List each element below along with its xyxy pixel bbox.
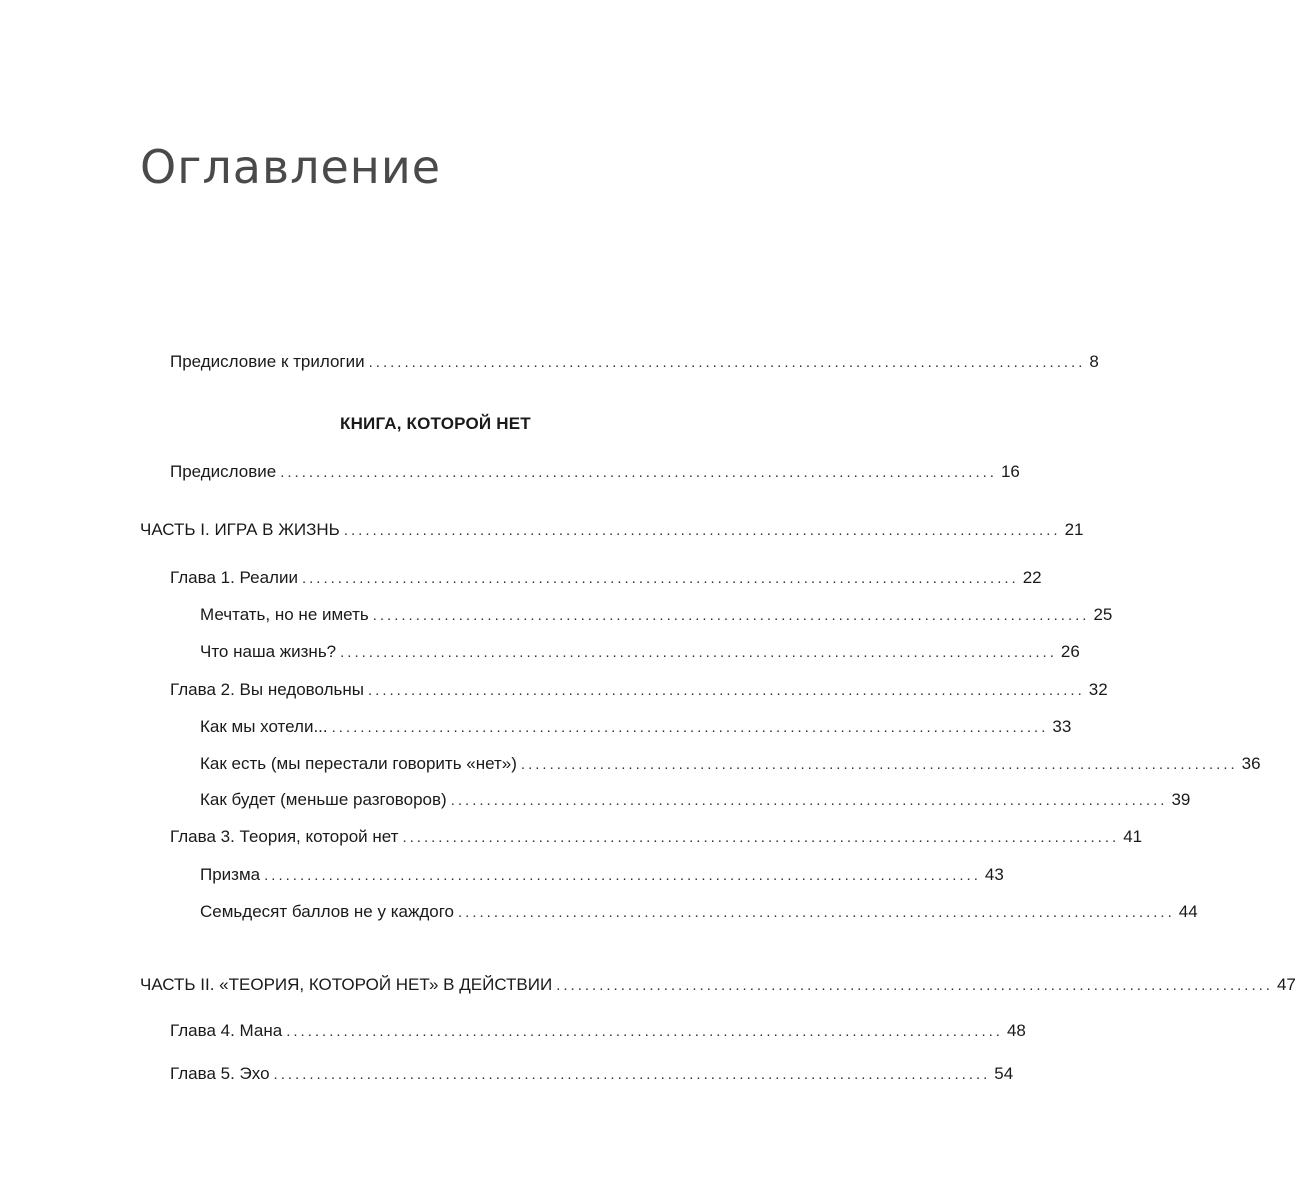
dot-leader: .................................................................................................... (372, 607, 1090, 624)
book-title: КНИГА, КОТОРОЙ НЕТ (340, 414, 531, 433)
toc-entry-label: ЧАСТЬ I. ИГРА В ЖИЗНЬ (140, 520, 340, 539)
toc-chapter-entry[interactable] (170, 1021, 1026, 1042)
dot-leader: .................................................................................................... (301, 570, 1019, 587)
toc-entry-page: 22 (1022, 568, 1042, 587)
toc-section-entry[interactable] (200, 642, 1080, 663)
toc-entry-label: Как мы хотели... (200, 717, 328, 736)
toc-entry-label: Глава 2. Вы недовольны (170, 680, 364, 699)
toc-chapter-entry[interactable] (170, 568, 1042, 589)
toc-entry-label: Глава 3. Теория, которой нет (170, 827, 399, 846)
dot-leader: .................................................................................................... (280, 464, 997, 481)
toc-entry-page: 25 (1093, 605, 1113, 624)
toc-entry-page: 54 (994, 1064, 1014, 1083)
dot-leader: .................................................................................................... (340, 644, 1057, 661)
dot-leader: .................................................................................................... (343, 522, 1061, 539)
dot-leader: .................................................................................................... (368, 354, 1086, 371)
toc-entry-page: 41 (1123, 827, 1143, 846)
toc-chapter-entry[interactable] (170, 680, 1108, 701)
toc-entry-page: 26 (1060, 642, 1080, 661)
toc-entry-page: 43 (984, 865, 1004, 884)
toc-entry-page: 8 (1089, 352, 1099, 371)
toc-entry-label: Как будет (меньше разговоров) (200, 790, 447, 809)
toc-chapter-entry[interactable] (170, 1064, 1014, 1085)
toc-section-entry[interactable] (200, 865, 1004, 886)
toc-entry-page: 32 (1088, 680, 1108, 699)
dot-leader: .................................................................................................... (331, 719, 1049, 736)
dot-leader: .................................................................................................... (273, 1066, 991, 1083)
toc-part-entry[interactable] (140, 520, 1084, 541)
toc-section-entry[interactable] (200, 605, 1113, 626)
toc-section-entry[interactable] (200, 754, 1261, 775)
toc-entry-label: Призма (200, 865, 261, 884)
toc-entry[interactable] (170, 462, 1020, 483)
toc-entry[interactable] (170, 352, 1099, 373)
toc-entry-label: Семьдесят баллов не у каждого (200, 902, 454, 921)
toc-section-entry[interactable] (200, 902, 1198, 923)
toc-entry-label: Мечтать, но не иметь (200, 605, 369, 624)
toc-entry-page: 48 (1006, 1021, 1026, 1040)
dot-leader: .................................................................................................... (264, 867, 981, 884)
toc-entry-page: 36 (1241, 754, 1261, 773)
toc-section-entry[interactable] (200, 790, 1191, 811)
toc-entry-page: 47 (1276, 975, 1296, 994)
dot-leader: .................................................................................................... (458, 904, 1175, 921)
toc-entry-page: 39 (1171, 790, 1191, 809)
dot-leader: .................................................................................................... (286, 1023, 1003, 1040)
dot-leader: .................................................................................................... (556, 977, 1273, 994)
page-title: Оглавление (140, 140, 442, 194)
toc-entry-label: Что наша жизнь? (200, 642, 337, 661)
toc-entry-page: 21 (1064, 520, 1084, 539)
toc-entry-page: 33 (1052, 717, 1072, 736)
toc-section-entry[interactable] (200, 717, 1072, 738)
toc-chapter-entry[interactable] (170, 827, 1143, 848)
toc-entry-page: 44 (1178, 902, 1198, 921)
dot-leader: .................................................................................................... (450, 792, 1168, 809)
toc-entry-label: Глава 4. Мана (170, 1021, 283, 1040)
toc-entry-label: ЧАСТЬ II. «ТЕОРИЯ, КОТОРОЙ НЕТ» В ДЕЙСТВИИ (140, 975, 553, 994)
dot-leader: .................................................................................................... (520, 756, 1238, 773)
toc-entry-page: 16 (1000, 462, 1020, 481)
dot-leader: .................................................................................................... (402, 829, 1120, 846)
toc-part-entry[interactable] (140, 975, 1296, 996)
dot-leader: .................................................................................................... (367, 682, 1085, 699)
toc-entry-label: Глава 5. Эхо (170, 1064, 270, 1083)
toc-entry-label: Как есть (мы перестали говорить «нет») (200, 754, 517, 773)
toc-entry-label: Предисловие к трилогии (170, 352, 365, 371)
toc-entry-label: Глава 1. Реалии (170, 568, 298, 587)
toc-entry-label: Предисловие (170, 462, 277, 481)
